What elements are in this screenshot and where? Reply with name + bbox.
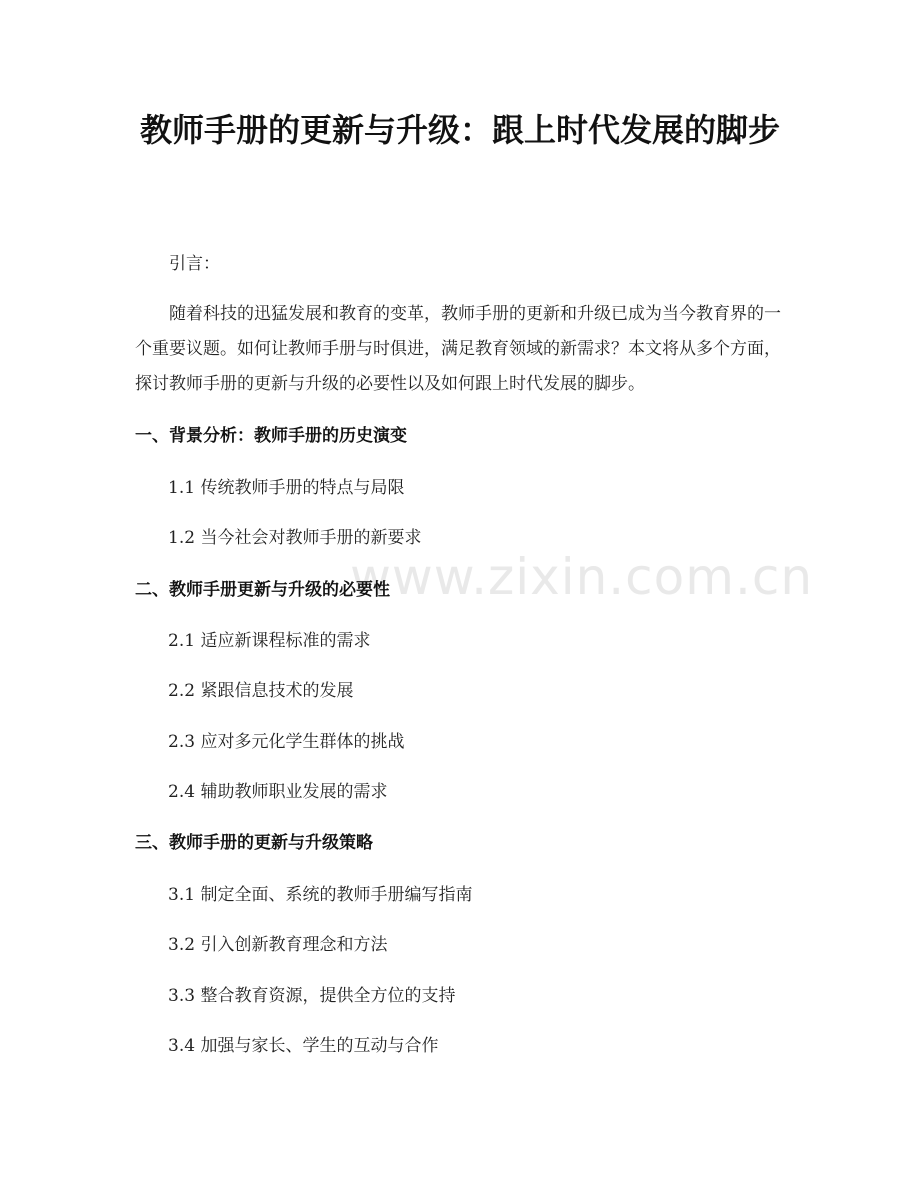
section-heading-3: 三、教师手册的更新与升级策略 — [135, 833, 373, 853]
section-3-item-1: 3.1 制定全面、系统的教师手册编写指南 — [168, 885, 473, 905]
section-1-item-2: 1.2 当今社会对教师手册的新要求 — [168, 528, 422, 548]
intro-label: 引言： — [169, 254, 220, 274]
section-2-item-3: 2.3 应对多元化学生群体的挑战 — [168, 732, 405, 752]
watermark: www.zixin.com.cn — [350, 548, 814, 606]
section-2-item-4: 2.4 辅助教师职业发展的需求 — [168, 782, 388, 802]
section-3-item-4: 3.4 加强与家长、学生的互动与合作 — [168, 1036, 439, 1056]
section-heading-2: 二、教师手册更新与升级的必要性 — [135, 580, 390, 600]
section-2-item-1: 2.1 适应新课程标准的需求 — [168, 631, 371, 651]
page-title: 教师手册的更新与升级：跟上时代发展的脚步 — [139, 111, 780, 149]
section-heading-1: 一、背景分析：教师手册的历史演变 — [135, 426, 407, 446]
section-3-item-2: 3.2 引入创新教育理念和方法 — [168, 935, 388, 955]
section-1-item-1: 1.1 传统教师手册的特点与局限 — [168, 478, 405, 498]
section-2-item-2: 2.2 紧跟信息技术的发展 — [168, 681, 354, 701]
intro-paragraph: 随着科技的迅猛发展和教育的变革，教师手册的更新和升级已成为当今教育界的一个重要议题。如何让教师手册与时俱进，满足教育领域的新需求？本文将从多个方面，探讨教师手册的更新与升级的必要性以及如何跟上时代发展的脚步。 — [135, 304, 781, 394]
section-3-item-3: 3.3 整合教育资源，提供全方位的支持 — [168, 986, 456, 1006]
